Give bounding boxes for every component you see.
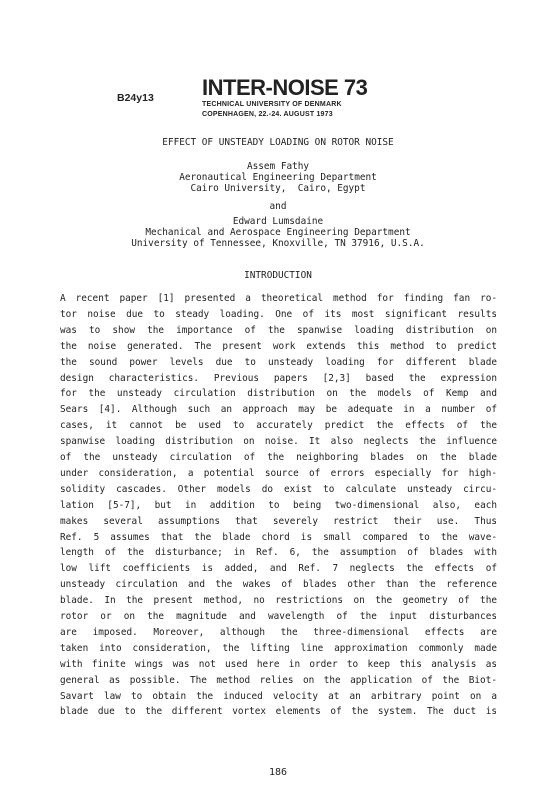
body-line: A recent paper [1] presented a theoretical method for finding fan ro-	[60, 293, 497, 304]
body-line: with finite wings was not used here in order to keep this analysis as	[60, 658, 497, 670]
body-line: blade. In the present method, no restrictions on the geometry of the	[60, 595, 497, 607]
body-line: the sound power levels due to unsteady loading for different blade	[60, 356, 497, 368]
author-affiliation: Mechanical and Aerospace Engineering Department	[145, 227, 411, 238]
author-name: Edward Lumsdaine	[232, 216, 324, 227]
body-line: the noise generated. The present work extends this method to predict	[60, 340, 497, 352]
paper-title: EFFECT OF UNSTEADY LOADING ON ROTOR NOISE	[162, 137, 394, 148]
page-number: 186	[268, 767, 288, 778]
body-line: solidity cascades. Other models do exist to calculate unsteady circu-	[60, 483, 497, 495]
body-line: spanwise loading distribution on noise. It also neglects the influence	[60, 436, 497, 448]
author-affiliation: Cairo University, Cairo, Egypt	[190, 183, 366, 194]
body-line: was to show the importance of the spanwise loading distribution on	[60, 324, 497, 336]
author-affiliation: Aeronautical Engineering Department	[179, 172, 377, 183]
body-line: for the unsteady circulation distribution on the models of Kemp and	[60, 388, 497, 400]
body-line: makes several assumptions that severely restrict their use. Thus	[60, 515, 497, 527]
body-line: blade due to the different vortex elements of the system. The duct is	[60, 706, 497, 718]
author-affiliation: University of Tennessee, Knoxville, TN 37916, U.S.A.	[131, 238, 425, 249]
body-line: length of the disturbance; in Ref. 6, the assumption of blades with	[60, 547, 497, 559]
conference-university: TECHNICAL UNIVERSITY OF DENMARK	[202, 101, 342, 108]
conference-name: INTER-NOISE 73	[202, 75, 368, 100]
body-line: under consideration, a potential source of errors especially for high-	[60, 467, 497, 479]
and-separator: and	[269, 201, 287, 212]
conference-location: COPENHAGEN, 22.-24. AUGUST 1973	[202, 111, 333, 118]
body-line: of the unsteady circulation of the neighboring blades on the blade	[60, 452, 497, 463]
conference-code: B24y13	[117, 92, 154, 104]
body-line: design characteristics. Previous papers [2,3] based the expression	[60, 372, 497, 384]
body-line: taken into consideration, the lifting line approximation commonly made	[60, 642, 497, 654]
body-line: Savart law to obtain the induced velocity at an arbitrary point on a	[60, 690, 497, 702]
body-line: unsteady circulation and the wakes of blades other than the reference	[60, 579, 497, 591]
body-line: lation [5-7], but in addition to being two-dimensional also, each	[60, 499, 497, 511]
body-line: rotor or on the magnitude and wavelength of the input disturbances	[60, 611, 497, 622]
body-line: tor noise due to steady loading. One of its most significant results	[60, 308, 497, 320]
body-line: low lift coefficients is added, and Ref. 7 neglects the effects of	[60, 563, 497, 575]
body-line: general as possible. The method relies on the application of the Biot-	[60, 674, 497, 686]
author-name: Assem Fathy	[246, 161, 310, 172]
body-line: are imposed. Moreover, although the three-dimensional effects are	[60, 626, 497, 638]
body-line: Sears [4]. Although such an approach may be adequate in a number of	[60, 404, 497, 416]
section-heading: INTRODUCTION	[244, 270, 312, 281]
body-line: Ref. 5 assumes that the blade chord is small compared to the wave-	[60, 531, 497, 543]
body-line: cases, it cannot be used to accurately predict the effects of the	[60, 420, 497, 432]
